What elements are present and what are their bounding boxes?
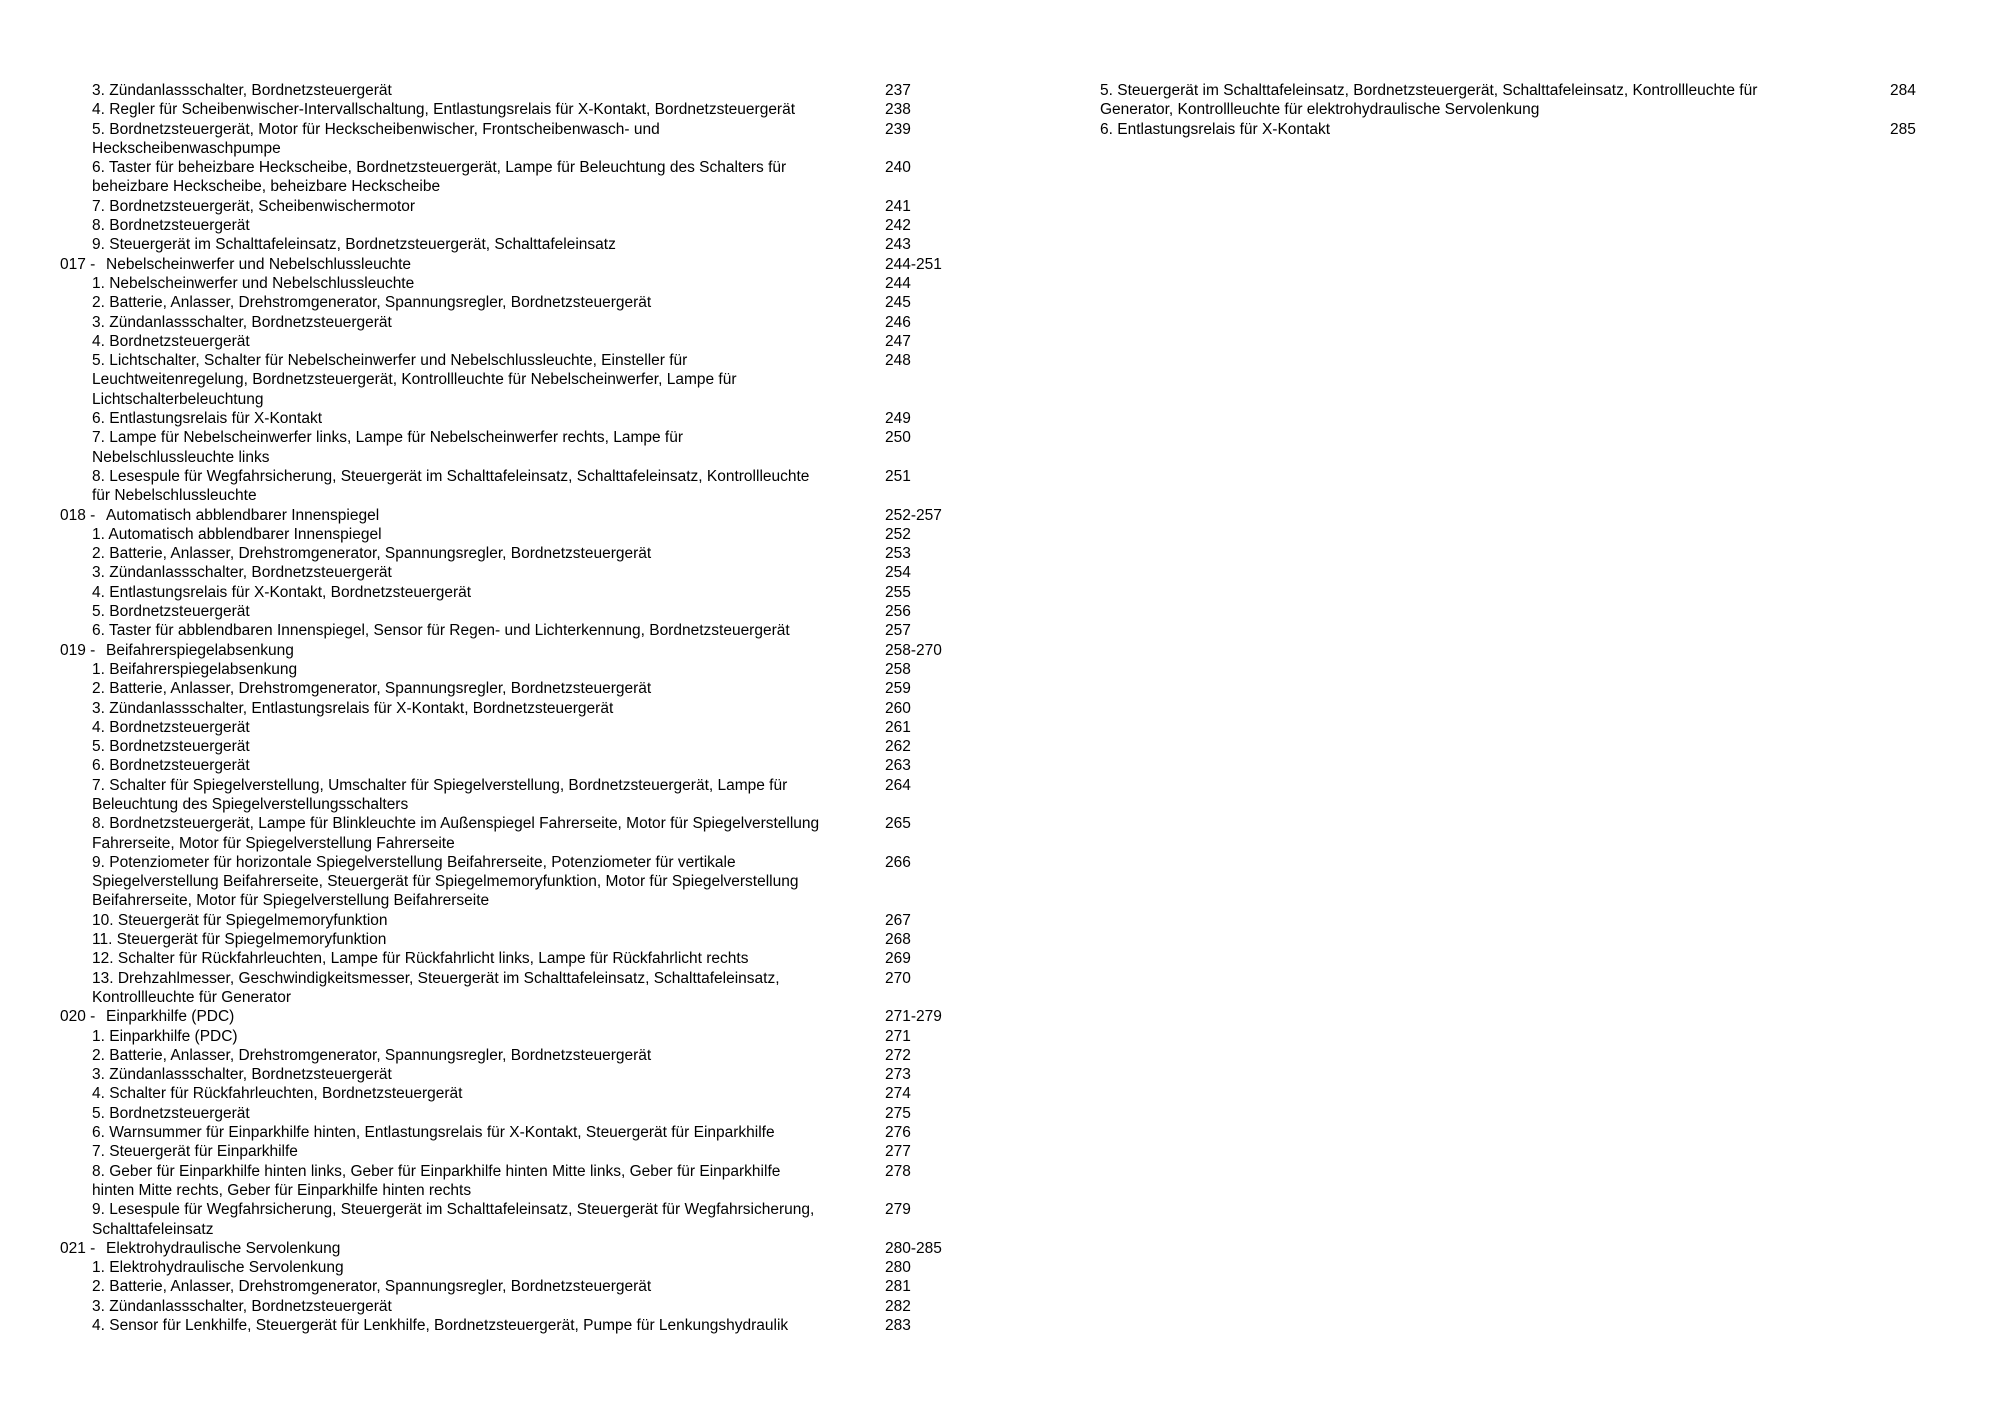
toc-entry-title: 6. Entlastungsrelais für X-Kontakt: [1100, 120, 1331, 138]
toc-page-number: 270: [885, 969, 911, 987]
toc-page-number: 243: [885, 236, 911, 254]
toc-entry-title: 5. Bordnetzsteuergerät: [92, 603, 250, 621]
toc-entry-title: 4. Bordnetzsteuergerät: [92, 332, 250, 350]
toc-entry-title: 6. Taster für abblendbaren Innenspiegel, Sensor für Regen- und Lichterkennung, Bordnetzsteuergerät: [92, 622, 790, 640]
toc-item: [60, 274, 960, 293]
toc-entry-title: 4. Bordnetzsteuergerät: [92, 718, 250, 736]
toc-item: [60, 1277, 960, 1296]
toc-page-number: 258-270: [885, 641, 942, 659]
toc-page-number: 274: [885, 1085, 911, 1103]
toc-item: [60, 428, 960, 467]
toc-entry-title: 8. Geber für Einparkhilfe hinten links, Geber für Einparkhilfe hinten Mitte links, Geber für Einparkhilfe hinten Mitte rechts, Geber für Einparkhilfe hinten rechts: [92, 1162, 781, 1199]
toc-entry-title: 6. Taster für beheizbare Heckscheibe, Bordnetzsteuergerät, Lampe für Beleuchtung des Schalters für beheizbare Heckscheibe, beheizbare Heckscheibe: [92, 159, 787, 196]
toc-page-number: 252-257: [885, 506, 942, 524]
toc-entry-title: 9. Lesespule für Wegfahrsicherung, Steuergerät im Schalttafeleinsatz, Steuergerät für Wegfahrsicherung, Schalttafeleinsatz: [92, 1201, 815, 1238]
toc-right-column: [1100, 81, 1940, 139]
toc-entry-title: 8. Bordnetzsteuergerät: [92, 217, 250, 235]
toc-item: [60, 1162, 960, 1201]
toc-section-heading: [60, 506, 960, 525]
toc-item: [60, 930, 960, 949]
toc-entry-title: 6. Bordnetzsteuergerät: [92, 757, 250, 775]
section-number: 019 -: [60, 641, 96, 659]
toc-item: [60, 235, 960, 254]
toc-page-number: 267: [885, 911, 911, 929]
toc-entry-title: 9. Potenziometer für horizontale Spiegelverstellung Beifahrerseite, Potenziometer für vertikale Spiegelverstellung Beifahrerseite, Steuergerät für Spiegelmemoryfunktion, Motor für Spiegelverstellung Beifahrerseite, Motor für Spiegelverstellung Beifahrerseite: [92, 853, 799, 910]
toc-item: [60, 949, 960, 968]
toc-entry-title: 3. Zündanlassschalter, Bordnetzsteuergerät: [92, 82, 392, 99]
toc-entry-title: 4. Regler für Scheibenwischer-Intervallschaltung, Entlastungsrelais für X-Kontakt, Bordnetzsteuergerät: [92, 101, 796, 119]
toc-item: [60, 313, 960, 332]
toc-page-number: 272: [885, 1046, 911, 1064]
toc-item: [1100, 120, 1940, 139]
toc-entry-title: 7. Bordnetzsteuergerät, Scheibenwischermotor: [92, 197, 416, 215]
toc-item: [60, 1316, 960, 1335]
toc-entry-title: [60, 506, 820, 525]
toc-entry-title: 4. Schalter für Rückfahrleuchten, Bordnetzsteuergerät: [92, 1085, 463, 1103]
toc-item: [60, 81, 960, 100]
toc-page-number: 241: [885, 197, 911, 215]
toc-entry-title: 10. Steuergerät für Spiegelmemoryfunktion: [92, 911, 388, 929]
toc-entry-title: 1. Nebelscheinwerfer und Nebelschlussleuchte: [92, 274, 415, 292]
toc-entry-title: [60, 641, 820, 660]
toc-section-heading: [60, 255, 960, 274]
toc-item: [60, 911, 960, 930]
section-number: 018 -: [60, 506, 96, 524]
toc-page-number: 285: [1890, 120, 1916, 138]
toc-page-number: 266: [885, 853, 911, 871]
toc-page-number: 244: [885, 274, 911, 292]
toc-item: [60, 1065, 960, 1084]
toc-page-number: 264: [885, 776, 911, 794]
toc-page-number: 263: [885, 757, 911, 775]
toc-entry-title: 8. Bordnetzsteuergerät, Lampe für Blinkleuchte im Außenspiegel Fahrerseite, Motor für Spiegelverstellung Fahrerseite, Motor für Spiegelverstellung Fahrerseite: [92, 815, 820, 852]
toc-entry-title: 1. Elektrohydraulische Servolenkung: [92, 1259, 344, 1277]
toc-entry-title: 3. Zündanlassschalter, Bordnetzsteuergerät: [92, 564, 392, 582]
toc-item: [60, 679, 960, 698]
toc-entry-title: 3. Zündanlassschalter, Bordnetzsteuergerät: [92, 1297, 392, 1315]
toc-item: [60, 351, 960, 409]
toc-entry-title: [60, 1239, 820, 1258]
toc-entry-title: 13. Drehzahlmesser, Geschwindigkeitsmesser, Steuergerät im Schalttafeleinsatz, Schalttafeleinsatz, Kontrollleuchte für Generator: [92, 969, 780, 1006]
toc-page-number: 258: [885, 660, 911, 678]
toc-entry-title: 2. Batterie, Anlasser, Drehstromgenerator, Spannungsregler, Bordnetzsteuergerät: [92, 1278, 652, 1296]
toc-entry-title: 4. Sensor für Lenkhilfe, Steuergerät für Lenkhilfe, Bordnetzsteuergerät, Pumpe für Lenkungshydraulik: [92, 1317, 789, 1334]
toc-item: [60, 737, 960, 756]
toc-entry-title: 7. Schalter für Spiegelverstellung, Umschalter für Spiegelverstellung, Bordnetzsteuergerät, Lampe für Beleuchtung des Spiegelverstellungsschalters: [92, 776, 788, 813]
toc-entry-title: 1. Beifahrerspiegelabsenkung: [92, 660, 298, 678]
toc-page-number: 275: [885, 1104, 911, 1122]
toc-entry-title: 6. Entlastungsrelais für X-Kontakt: [92, 410, 323, 428]
toc-item: [60, 197, 960, 216]
toc-page-number: 282: [885, 1297, 911, 1315]
toc-item: [60, 120, 960, 159]
toc-item: [60, 718, 960, 737]
toc-page-number: 251: [885, 467, 911, 485]
toc-page-number: 256: [885, 603, 911, 621]
toc-page-number: 250: [885, 429, 911, 447]
toc-page-number: 261: [885, 718, 911, 736]
toc-page-number: 237: [885, 82, 911, 99]
toc-entry-title: 9. Steuergerät im Schalttafeleinsatz, Bordnetzsteuergerät, Schalttafeleinsatz: [92, 236, 616, 254]
toc-item: [60, 1200, 960, 1239]
toc-page-number: 249: [885, 410, 911, 428]
toc-item: [60, 409, 960, 428]
toc-page-number: 246: [885, 313, 911, 331]
section-title: Einparkhilfe (PDC): [106, 1008, 235, 1026]
toc-entry-title: 12. Schalter für Rückfahrleuchten, Lampe für Rückfahrlicht links, Lampe für Rückfahrlicht rechts: [92, 950, 749, 968]
toc-page-number: 239: [885, 120, 911, 138]
toc-item: [60, 969, 960, 1008]
toc-page-number: 268: [885, 931, 911, 949]
toc-item: [60, 1123, 960, 1142]
toc-page-number: 269: [885, 950, 911, 968]
toc-entry-title: 5. Bordnetzsteuergerät: [92, 738, 250, 756]
toc-entry-title: 1. Automatisch abblendbarer Innenspiegel: [92, 525, 382, 543]
toc-item: [60, 1084, 960, 1103]
toc-page-number: 280-285: [885, 1239, 942, 1257]
toc-item: [60, 699, 960, 718]
toc-page-number: 245: [885, 294, 911, 312]
toc-page-number: 238: [885, 101, 911, 119]
section-number: 021 -: [60, 1239, 96, 1257]
toc-item: [60, 602, 960, 621]
toc-entry-title: 2. Batterie, Anlasser, Drehstromgenerator, Spannungsregler, Bordnetzsteuergerät: [92, 294, 652, 312]
toc-item: [60, 467, 960, 506]
toc-page-number: 242: [885, 217, 911, 235]
toc-entry-title: 5. Bordnetzsteuergerät, Motor für Heckscheibenwischer, Frontscheibenwasch- und Heckscheibenwaschpumpe: [92, 120, 660, 157]
toc-entry-title: 7. Steuergerät für Einparkhilfe: [92, 1143, 298, 1161]
toc-entry-title: 2. Batterie, Anlasser, Drehstromgenerator, Spannungsregler, Bordnetzsteuergerät: [92, 545, 652, 563]
toc-page-number: 262: [885, 738, 911, 756]
toc-page-number: 280: [885, 1259, 911, 1277]
toc-page-number: 247: [885, 332, 911, 350]
toc-item: [60, 1142, 960, 1161]
toc-item: [60, 1297, 960, 1316]
section-number: 017 -: [60, 255, 96, 273]
toc-entry-title: [60, 1007, 820, 1026]
toc-entry-title: 6. Warnsummer für Einparkhilfe hinten, Entlastungsrelais für X-Kontakt, Steuergerät für Einparkhilfe: [92, 1124, 775, 1142]
section-title: Automatisch abblendbarer Innenspiegel: [106, 506, 380, 524]
toc-section-heading: [60, 1239, 960, 1258]
toc-entry-title: 5. Lichtschalter, Schalter für Nebelscheinwerfer und Nebelschlussleuchte, Einsteller für Leuchtweitenregelung, Bordnetzsteuergerät, Kontrollleuchte für Nebelscheinwerfer, Lampe für Lichtschalterbeleuchtung: [92, 352, 737, 408]
toc-page-number: 281: [885, 1278, 911, 1296]
toc-item: [60, 853, 960, 911]
toc-entry-title: 2. Batterie, Anlasser, Drehstromgenerator, Spannungsregler, Bordnetzsteuergerät: [92, 680, 652, 698]
toc-page-number: 271-279: [885, 1008, 942, 1026]
toc-entry-title: 3. Zündanlassschalter, Entlastungsrelais für X-Kontakt, Bordnetzsteuergerät: [92, 699, 614, 717]
toc-page-number: 273: [885, 1066, 911, 1084]
toc-item: [60, 158, 960, 197]
toc-entry-title: 5. Bordnetzsteuergerät: [92, 1104, 250, 1122]
toc-page-number: 253: [885, 545, 911, 563]
toc-item: [60, 293, 960, 312]
toc-item: [60, 814, 960, 853]
section-title: Nebelscheinwerfer und Nebelschlussleuchte: [106, 255, 412, 273]
toc-page-number: 283: [885, 1317, 911, 1334]
toc-entry-title: 8. Lesespule für Wegfahrsicherung, Steuergerät im Schalttafeleinsatz, Schalttafeleinsatz, Kontrollleuchte für Nebelschlussleuchte: [92, 467, 810, 505]
toc-entry-title: 3. Zündanlassschalter, Bordnetzsteuergerät: [92, 1066, 392, 1084]
toc-page-number: 248: [885, 352, 911, 370]
section-number: 020 -: [60, 1008, 96, 1026]
toc-page-number: 276: [885, 1124, 911, 1142]
toc-page-number: 244-251: [885, 255, 942, 273]
toc-left-column: [60, 81, 960, 1335]
toc-item: [60, 583, 960, 602]
toc-entry-title: 3. Zündanlassschalter, Bordnetzsteuergerät: [92, 313, 392, 331]
section-title: Beifahrerspiegelabsenkung: [106, 641, 294, 659]
toc-item: [60, 100, 960, 119]
toc-entry-title: 2. Batterie, Anlasser, Drehstromgenerator, Spannungsregler, Bordnetzsteuergerät: [92, 1046, 652, 1064]
toc-entry-title: 7. Lampe für Nebelscheinwerfer links, Lampe für Nebelscheinwerfer rechts, Lampe für Nebelschlussleuchte links: [92, 429, 683, 466]
toc-item: [60, 525, 960, 544]
toc-item: [60, 563, 960, 582]
toc-entry-title: 5. Steuergerät im Schalttafeleinsatz, Bordnetzsteuergerät, Schalttafeleinsatz, Kontrollleuchte für Generator, Kontrollleuchte für elektrohydraulische Servolenkung: [1100, 82, 1758, 119]
toc-item: [60, 776, 960, 815]
toc-page-number: 259: [885, 680, 911, 698]
toc-page-number: 252: [885, 525, 911, 543]
toc-page-number: 240: [885, 159, 911, 177]
toc-entry-title: 4. Entlastungsrelais für X-Kontakt, Bordnetzsteuergerät: [92, 583, 472, 601]
toc-entry-title: [60, 255, 820, 274]
toc-page-number: 265: [885, 815, 911, 833]
toc-item: [60, 660, 960, 679]
toc-page-number: 277: [885, 1143, 911, 1161]
toc-page-number: 279: [885, 1201, 911, 1219]
toc-page-number: 284: [1890, 82, 1916, 99]
toc-page-number: 260: [885, 699, 911, 717]
toc-item: [60, 216, 960, 235]
toc-item: [60, 1258, 960, 1277]
toc-page-number: 255: [885, 583, 911, 601]
toc-item: [60, 1046, 960, 1065]
toc-item: [60, 544, 960, 563]
toc-item: [60, 621, 960, 640]
toc-item: [1100, 81, 1940, 120]
toc-page-number: 257: [885, 622, 911, 640]
toc-page-number: 254: [885, 564, 911, 582]
toc-entry-title: 1. Einparkhilfe (PDC): [92, 1027, 238, 1045]
toc-section-heading: [60, 1007, 960, 1026]
toc-item: [60, 332, 960, 351]
section-title: Elektrohydraulische Servolenkung: [106, 1239, 341, 1257]
toc-entry-title: 11. Steuergerät für Spiegelmemoryfunktion: [92, 931, 387, 949]
toc-section-heading: [60, 641, 960, 660]
toc-item: [60, 1104, 960, 1123]
toc-item: [60, 756, 960, 775]
toc-page-number: 278: [885, 1162, 911, 1180]
toc-page-number: 271: [885, 1027, 911, 1045]
toc-item: [60, 1027, 960, 1046]
